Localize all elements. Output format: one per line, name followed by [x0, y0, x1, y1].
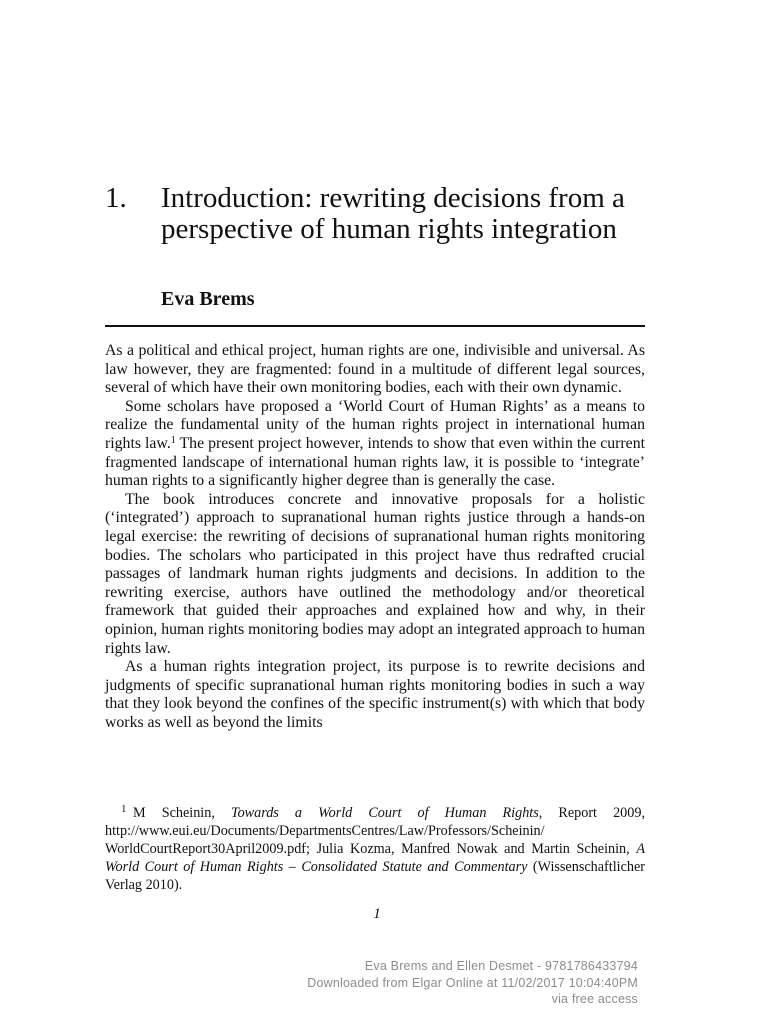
footnote-reference[interactable]: 1 — [170, 434, 176, 446]
page-number: 1 — [373, 906, 381, 922]
author-name: Eva Brems — [161, 288, 255, 310]
paragraph: The book introduces concrete and innovative proposals for a holistic (‘integrated’) approach to supranational human rights justice through a hands-on legal exercise: the rewriting of decisions of supranational human rights monitoring bodies. The scholars who participated in this project have thus redrafted crucial passages of landmark human rights judgments and decisions. In addition to the rewriting exercise, authors have outlined the methodology and/or theoretical framework that guided their approaches and explained how and why, in their opinion, human rights monitoring bodies may adopt an integrated approach to human rights law. — [105, 490, 645, 657]
paragraph-text: The present project however, intends to show that even within the current fragmented landscape of international human rights law, it is possible to ‘integrate’ human rights to a significantly higher degree than is generally the case. — [105, 434, 645, 490]
download-watermark — [307, 958, 638, 1008]
footnote-title: A World Court of Human Rights – Consolidated Statute and Commentary — [105, 841, 645, 875]
body-text — [105, 342, 645, 732]
chapter-title: Introduction: rewriting decisions from a perspective of human rights integration — [161, 182, 625, 245]
paragraph — [105, 398, 645, 491]
footnote: 1 M Scheinin, Towards a World Court of Human Rights, Report 2009, http://www.eui.eu/Documents/DepartmentsCentres/Law/Professors/Scheinin/ WorldCourtReport30April2009.pdf; Julia Kozma, Manfred Nowak and Martin Scheinin, A World Court of Human Rights – Consolidated Statute and Commentary (Wissenschaftlicher Verlag 2010). — [105, 803, 645, 893]
watermark-line: via free access — [551, 992, 638, 1006]
footnote-title: Towards a World Court of Human Rights — [230, 805, 539, 821]
paragraph-text: Some scholars have proposed a ‘World Court of Human Rights’ as a means to realize the fundamental unity of the human rights project in international human rights law. — [105, 397, 645, 452]
paragraph: As a political and ethical project, human rights are one, indivisible and universal. As law however, they are fragmented: found in a multitude of different legal sources, several of which have their own monitoring bodies, each with their own dynamic. — [105, 342, 645, 397]
watermark-line: Eva Brems and Ellen Desmet - 9781786433794 — [364, 959, 638, 973]
chapter-number: 1. — [105, 182, 127, 214]
watermark-line: Downloaded from Elgar Online at 11/02/2017 10:04:40PM — [307, 975, 638, 990]
footnote-text: , Report 2009, http://www.eui.eu/Documents/DepartmentsCentres/Law/Professors/Scheinin/ WorldCourtReport30April2009.pdf; Julia Kozma, Manfred Nowak and Martin Scheinin, — [105, 805, 645, 857]
footnote-text: (Wissenschaftlicher Verlag 2010). — [105, 859, 645, 893]
footnote-text: M Scheinin, — [133, 805, 231, 821]
heading-rule — [105, 325, 645, 327]
paragraph: As a human rights integration project, its purpose is to rewrite decisions and judgments of specific supranational human rights monitoring bodies in such a way that they look beyond the confines of the specific instrument(s) with which that body works as well as beyond the limits — [105, 658, 645, 731]
